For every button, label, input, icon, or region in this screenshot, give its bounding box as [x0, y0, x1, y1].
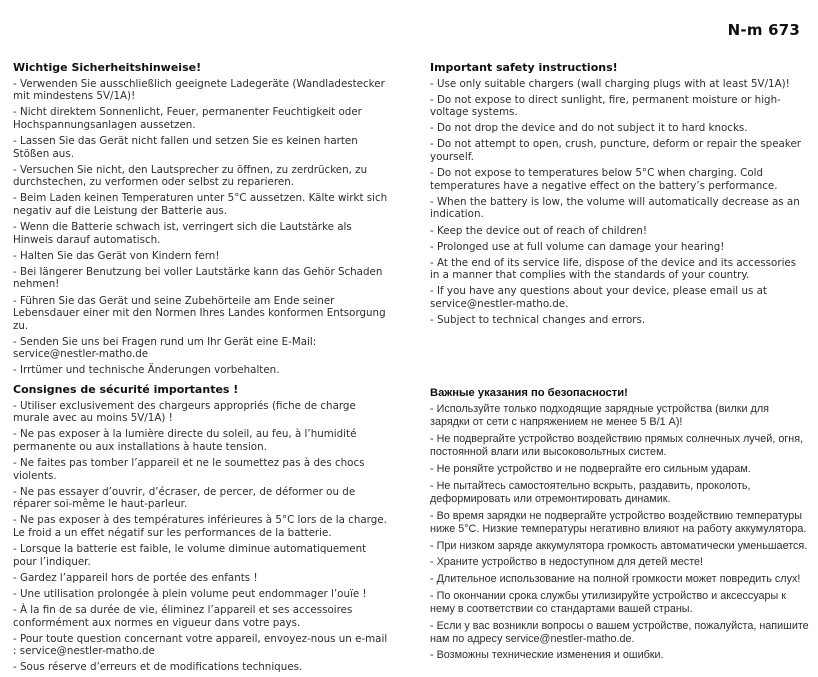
- instruction-item: - Do not expose to direct sunlight, fire, permanent moisture or high-voltage systems.: [430, 93, 781, 119]
- instruction-item: - При низком заряде аккумулятора громкость автоматически уменьшается.: [430, 539, 808, 552]
- instruction-item: - At the end of its service life, dispose of the device and its accessories in a manner that complies with the standards of your country.: [430, 256, 797, 282]
- instruction-list-french: [13, 400, 391, 674]
- instruction-item: - Versuchen Sie nicht, den Lautsprecher zu öffnen, zu zerdrücken, zu durchstechen, zu verformen oder selbst zu reparieren.: [13, 163, 368, 189]
- instruction-item: - Во время зарядки не подвергайте устройство воздействию температуры ниже 5°C. Низкие температуры негативно влияют на работу аккумулятора.: [430, 509, 807, 535]
- section-french: [13, 384, 391, 677]
- instruction-item: - Не подвергайте устройство воздействию прямых солнечных лучей, огня, постоянной влаги или высоковольтных систем.: [430, 433, 804, 459]
- instruction-item: - Wenn die Batterie schwach ist, verringert sich die Lautstärke als Hinweis darauf automatisch.: [13, 221, 352, 246]
- instruction-list-english: [430, 78, 808, 327]
- instruction-item: - Pour toute question concernant votre appareil, envoyez-nous un e-mail : service@nestler-matho.de: [13, 632, 388, 658]
- instruction-item: - Verwenden Sie ausschließlich geeignete Ladegeräte (Wandladestecker mit mindestens 5V/1A)!: [13, 77, 385, 103]
- instruction-item: - Не роняйте устройство и не подвергайте его сильным ударам.: [430, 463, 751, 476]
- instruction-item: - Длительное использование на полной громкости может повредить слух!: [430, 572, 801, 585]
- instruction-item: - Ne pas essayer d’ouvrir, d’écraser, de percer, de déformer ou de réparer soi-même le haut-parleur.: [13, 485, 356, 511]
- instruction-item: - Irrtümer und technische Änderungen vorbehalten.: [13, 364, 280, 377]
- instruction-item: - Lorsque la batterie est faible, le volume diminue automatiquement pour l’indiquer.: [13, 543, 367, 568]
- instruction-item: - Subject to technical changes and errors.: [430, 314, 646, 327]
- section-title-german: Wichtige Sicherheitshinweise!: [13, 61, 202, 74]
- instruction-item: - Use only suitable chargers (wall charging plugs with at least 5V/1A)!: [430, 77, 790, 90]
- instruction-item: - Ne pas exposer à des températures inférieures à 5°C lors de la charge. Le froid a un effet négatif sur les performances de la batterie.: [13, 514, 387, 539]
- instruction-item: - Храните устройство в недоступном для детей месте!: [430, 556, 704, 569]
- instruction-item: - Не пытайтесь самостоятельно вскрыть, раздавить, проколоть, деформировать или отремонтировать динамик.: [430, 479, 751, 505]
- instruction-item: - Do not expose to temperatures below 5°C when charging. Cold temperatures have a negative effect on the battery’s performance.: [430, 167, 778, 192]
- instruction-item: - When the battery is low, the volume will automatically decrease as an indication.: [430, 195, 800, 221]
- instruction-item: - Ne pas exposer à la lumière directe du soleil, au feu, à l’humidité permanente ou aux installations à haute tension.: [13, 428, 357, 453]
- instruction-item: - Если у вас возникли вопросы о вашем устройстве, пожалуйста, напишите нам по адресу service@nestler-matho.de.: [430, 619, 809, 645]
- instruction-item: - Une utilisation prolongée à plein volume peut endommager l’ouïe !: [13, 587, 367, 600]
- section-title-english: Important safety instructions!: [430, 61, 618, 74]
- instruction-item: - Führen Sie das Gerät und seine Zubehörteile am Ende seiner Lebensdauer einer mit den Normen Ihres Landes konformen Entsorgung zu.: [13, 294, 386, 332]
- instruction-list-russian: [430, 403, 810, 662]
- instruction-list-german: [13, 78, 391, 377]
- section-german: [13, 62, 391, 381]
- instruction-item: - If you have any questions about your device, please email us at service@nestler-matho.de.: [430, 285, 767, 310]
- section-russian: [430, 387, 810, 666]
- instruction-item: - À la fin de sa durée de vie, éliminez l’appareil et ses accessoires conformément aux normes en vigueur dans votre pays.: [13, 603, 353, 629]
- instruction-item: - Lassen Sie das Gerät nicht fallen und setzen Sie es keinen harten Stößen aus.: [13, 134, 358, 160]
- section-title-french: Consignes de sécurité importantes !: [13, 383, 239, 396]
- instruction-item: - Do not drop the device and do not subject it to hard knocks.: [430, 122, 748, 135]
- instruction-item: - Senden Sie uns bei Fragen rund um Ihr Gerät eine E-Mail: service@nestler-matho.de: [13, 335, 317, 361]
- instruction-item: - Prolonged use at full volume can damage your hearing!: [430, 240, 725, 253]
- instruction-item: - Возможны технические изменения и ошибки.: [430, 649, 664, 662]
- instruction-item: - Keep the device out of reach of children!: [430, 224, 648, 237]
- instruction-item: - Gardez l’appareil hors de portée des enfants !: [13, 571, 258, 584]
- instruction-item: - Sous réserve d’erreurs et de modifications techniques.: [13, 661, 303, 674]
- instruction-item: - Halten Sie das Gerät von Kindern fern!: [13, 249, 220, 262]
- model-number: N-m 673: [727, 21, 800, 39]
- section-english: [430, 62, 808, 330]
- instruction-item: - Используйте только подходящие зарядные устройства (вилки для зарядки от сети с напряжением не менее 5 В/1 А)!: [430, 403, 769, 429]
- instruction-item: - Beim Laden keinen Temperaturen unter 5°C aussetzen. Kälte wirkt sich negativ auf die Leistung der Batterie aus.: [13, 192, 388, 217]
- instruction-item: - Do not attempt to open, crush, puncture, deform or repair the speaker yourself.: [430, 138, 802, 164]
- section-title-russian: Важные указания по безопасности!: [430, 387, 628, 399]
- instruction-item: - Nicht direktem Sonnenlicht, Feuer, permanenter Feuchtigkeit oder Hochspannungsanlagen aussetzen.: [13, 106, 362, 131]
- instruction-item: - По окончании срока службы утилизируйте устройство и аксессуары к нему в соответствии со стандартами вашей страны.: [430, 589, 787, 615]
- instruction-item: - Utiliser exclusivement des chargeurs appropriés (fiche de charge murale avec au moins 5V/1A) !: [13, 399, 356, 425]
- instruction-item: - Bei längerer Benutzung bei voller Lautstärke kann das Gehör Schaden nehmen!: [13, 265, 383, 291]
- instruction-item: - Ne faites pas tomber l’appareil et ne le soumettez pas à des chocs violents.: [13, 456, 365, 482]
